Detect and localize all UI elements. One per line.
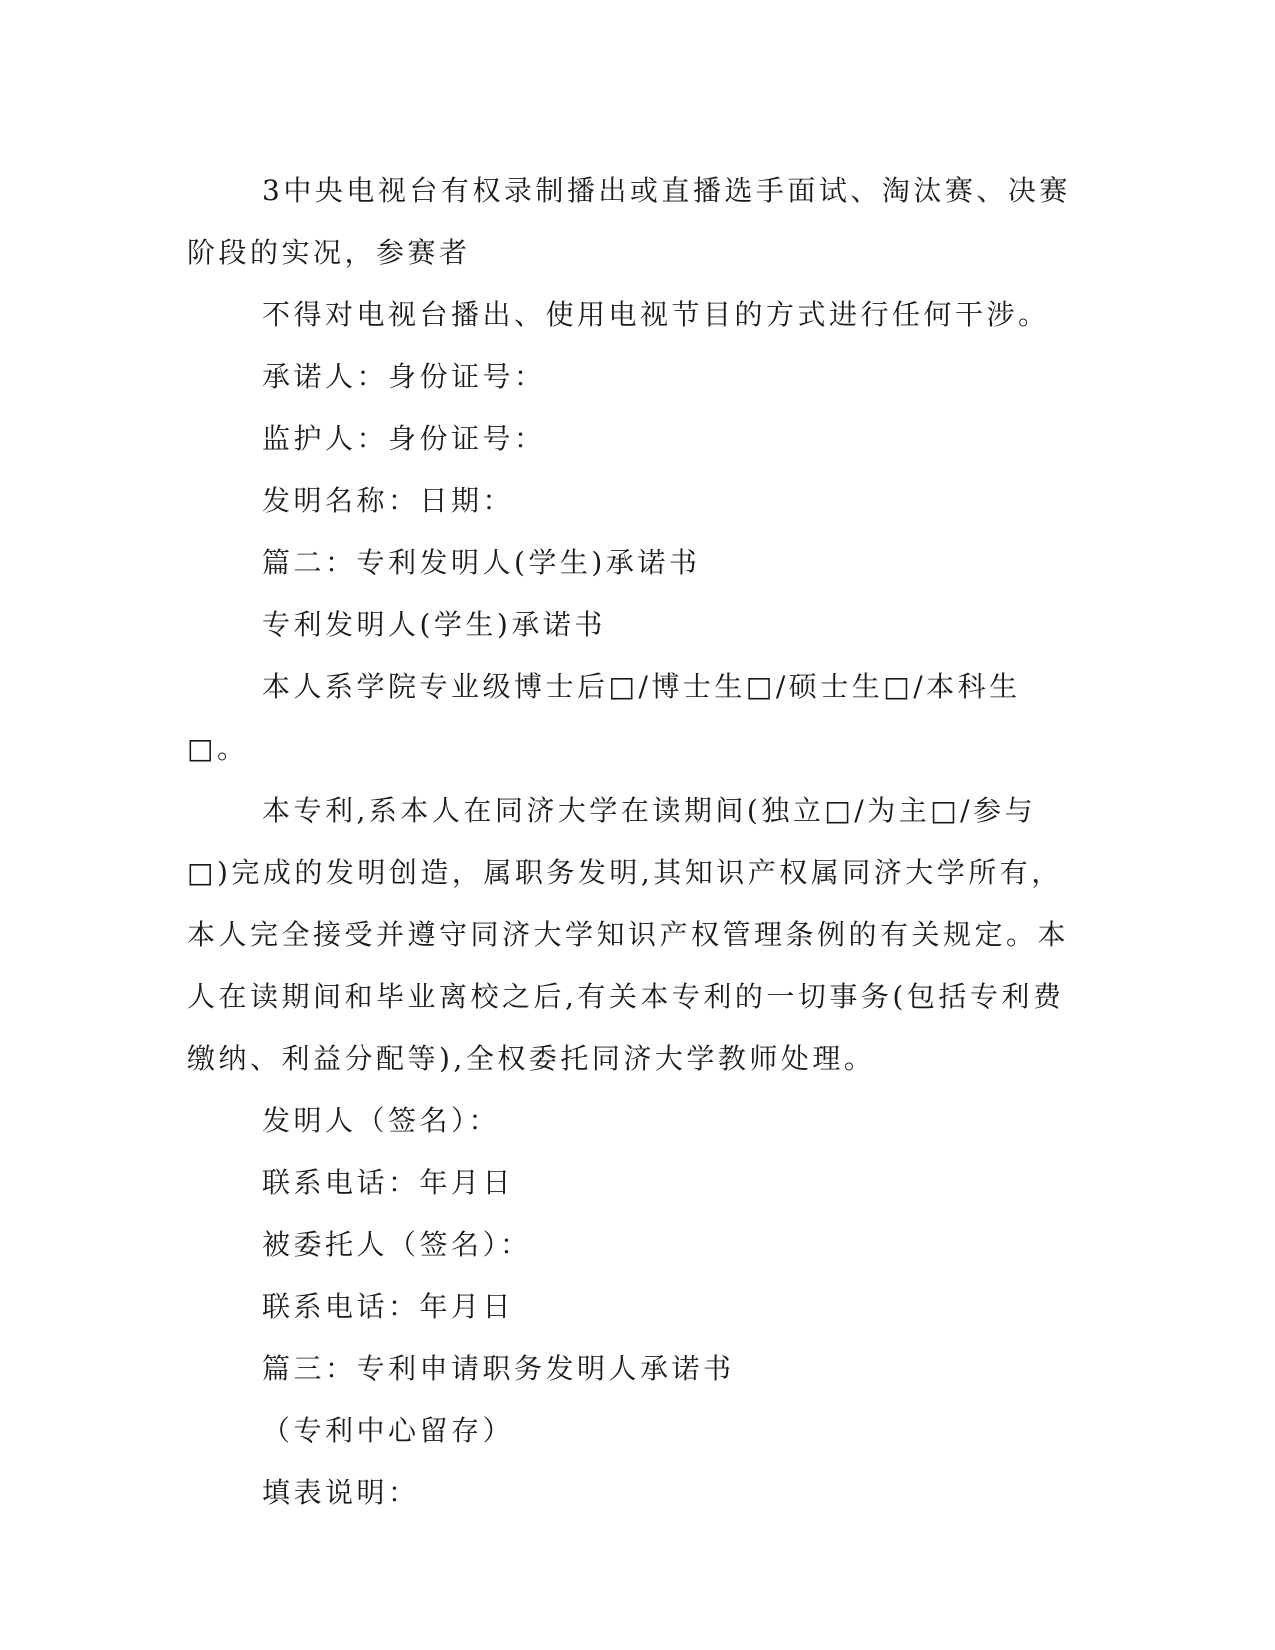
paragraph-guardian-id: 监护人：身份证号： xyxy=(262,422,546,455)
paragraph-patent-center-copy: （专利中心留存） xyxy=(262,1414,515,1447)
paragraph-patent-statement: 本专利,系本人在同济大学在读期间(独立□/为主□/参与□)完成的发明创造，属职务发明,其知识产权属同济大学所有，本人完全接受并遵守同济大学知识产权管理条例的有关规定。本人在读期间和毕业离校之后,有关本专利的一切事务(包括专利费缴纳、利益分配等),全权委托同济大学教师处理。 xyxy=(187,794,1070,1075)
document-body xyxy=(187,160,1075,1524)
paragraph-broadcast-rights: 3中央电视台有权录制播出或直播选手面试、淘汰赛、决赛阶段的实况，参赛者 xyxy=(187,174,1071,269)
paragraph-invention-name-date: 发明名称：日期： xyxy=(262,484,515,517)
section-heading-part-three: 篇三：专利申请职务发明人承诺书 xyxy=(262,1352,735,1385)
section-heading-part-two: 篇二：专利发明人(学生)承诺书 xyxy=(262,546,701,579)
paragraph-form-instructions: 填表说明： xyxy=(262,1476,420,1509)
paragraph-no-interference: 不得对电视台播出、使用电视节目的方式进行任何干涉。 xyxy=(262,298,1050,331)
paragraph-student-status: 本人系学院专业级博士后□/博士生□/硕士生□/本科生□。 xyxy=(187,670,1021,765)
paragraph-trustee-signature: 被委托人（签名）： xyxy=(262,1228,532,1261)
paragraph-inventor-signature: 发明人（签名）： xyxy=(262,1104,501,1137)
document-title-student-pledge: 专利发明人(学生)承诺书 xyxy=(262,608,606,641)
paragraph-promisor-id: 承诺人：身份证号： xyxy=(262,360,546,393)
paragraph-trustee-phone-date: 联系电话：年月日 xyxy=(262,1290,515,1323)
paragraph-inventor-phone-date: 联系电话：年月日 xyxy=(262,1166,515,1199)
